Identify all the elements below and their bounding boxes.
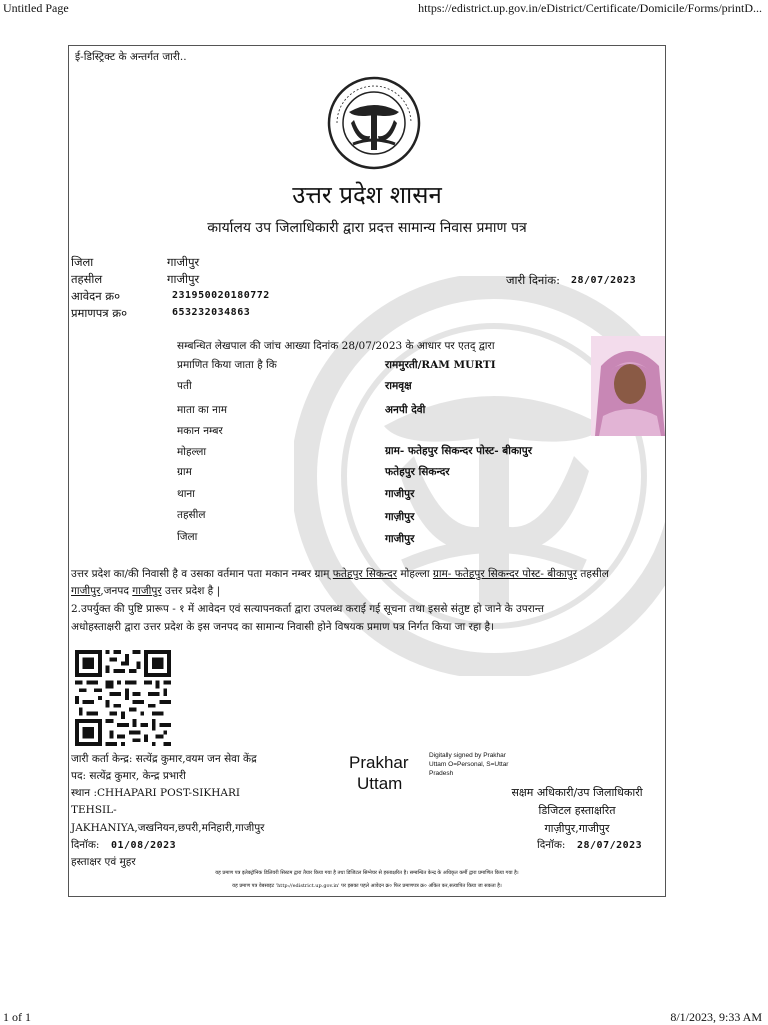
district-label: जिला	[71, 255, 94, 269]
authority-title: सक्षम अधिकारी/उप जिलाधिकारी	[511, 786, 643, 799]
detail-label-5: ग्राम	[177, 466, 192, 478]
detail-label-2: माता का नाम	[177, 404, 227, 416]
issuer-date-label: दिनॉक:	[71, 839, 100, 851]
certificate-no-label: प्रमाणपत्र क्र०	[71, 306, 128, 320]
detail-label-1: पती	[177, 380, 192, 392]
issue-date-value: 28/07/2023	[571, 275, 637, 286]
up-government-emblem-icon	[327, 76, 421, 170]
footer-note-line-2: यह प्रमाण पत्र वेबसाइट 'http://edistrict.up.gov.in' पर इसका पहले आवेदन क्र० फिर प्रमाणपत्र क्र० अंकित कर,सत्यापित किया जा सकता है।	[232, 883, 502, 889]
detail-value-2: अनपी देवी	[385, 404, 426, 416]
footer-note-line-1: यह प्रमाण पत्र इलेक्ट्रॉनिक डिलिवरी सिस्टम द्वारा तैयार किया गया है तथा डिजिटल सिग्नेचर से हस्ताक्षरित है। सम्बन्धित केन्द्र के अधिकृत कर्मी द्वारा प्रमाणित किया गया है।	[215, 870, 519, 876]
detail-label-3: मकान नम्बर	[177, 425, 223, 437]
authority-date-value: 28/07/2023	[577, 840, 643, 851]
page-url: https://edistrict.up.gov.in/eDistrict/Certificate/Domicile/Forms/printD...	[418, 1, 762, 15]
print-datetime: 8/1/2023, 9:33 AM	[670, 1010, 762, 1024]
certificate-title: उत्तर प्रदेश शासन	[292, 181, 442, 209]
authority-sign: डिजिटल हस्ताक्षरित	[538, 804, 616, 817]
issuer-place-line-2: TEHSIL-	[71, 804, 117, 816]
issuer-date-value: 01/08/2023	[111, 840, 177, 851]
digital-signature-details: Digitally signed by Prakhar Uttam O=Personal, S=Uttar Pradesh	[429, 752, 509, 777]
issuer-post: पद: सत्येंद्र कुमार, केन्द्र प्रभारी	[71, 770, 186, 782]
issue-date-label: जारी दिनांक:	[506, 273, 561, 287]
detail-label-0: प्रमाणित किया जाता है कि	[177, 359, 277, 371]
confirmation-line-1: 2.उपर्युक्त की पुष्टि प्रारूप - १ में आवेदन एवं सत्यापनकर्ता द्वारा उपलब्ध कराई गई सूचना तथा इससे संतुष्ट हो जाने के उपरान्त	[71, 603, 544, 615]
page-title: Untitled Page	[3, 1, 69, 15]
detail-label-4: मोहल्ला	[177, 446, 207, 458]
digital-signature-name: Prakhar Uttam	[349, 753, 409, 793]
sign-seal-label: हस्ताक्षर एवं मुहर	[71, 856, 136, 868]
authority-date-label: दिनॉक:	[537, 839, 566, 851]
tehsil-label: तहसील	[71, 272, 103, 286]
detail-value-6: गाजीपुर	[385, 488, 415, 500]
detail-value-0: राममुरती/RAM MURTI	[385, 359, 496, 371]
certificate-subtitle: कार्यालय उप जिलाधिकारी द्वारा प्रदत्त सामान्य निवास प्रमाण पत्र	[207, 220, 527, 236]
authority-place: गाज़ीपुर,गाजीपुर	[544, 822, 610, 835]
domicile-certificate	[68, 45, 666, 897]
issuer-center: जारी कर्ता केन्द्र: सत्येंद्र कुमार,वयम जन सेवा केंद्र	[71, 753, 257, 765]
certificate-no-value: 653232034863	[172, 307, 251, 318]
issuer-place-line-3: JAKHANIYA,जखनियन,छपरी,मनिहारी,गाजीपुर	[71, 822, 265, 834]
applicant-photo	[591, 336, 666, 436]
detail-value-1: रामवृक्ष	[385, 380, 412, 392]
detail-value-4: ग्राम- फतेहपुर सिकन्दर पोस्ट- बीकापुर	[385, 445, 532, 457]
confirmation-line-2: अधोहस्ताक्षरी द्वारा उत्तर प्रदेश के इस जनपद का सामान्य निवासी होने विषयक प्रमाण पत्र निर्गत किया जा रहा है।	[71, 621, 495, 633]
detail-label-6: थाना	[177, 488, 195, 500]
application-no-label: आवेदन क्र०	[71, 289, 121, 303]
detail-label-8: जिला	[177, 531, 198, 543]
tehsil-value: गाजीपुर	[167, 272, 200, 286]
address-paragraph: उत्तर प्रदेश का/की निवासी है व उसका वर्तमान पता मकान नम्बर ग्राम् फतेहपुर सिकन्दर मोहल्ला ग्राम- फतेहपुर सिकन्दर पोस्ट- बीकापुर तहसील गाजीपुर,जनपद गाजीपुर उत्तर प्रदेश है |	[71, 568, 609, 597]
application-no-value: 231950020180772	[172, 290, 270, 301]
qr-code-icon	[75, 649, 171, 747]
issuer-place-line-1: स्थान :CHHAPARI POST-SIKHARI	[71, 787, 241, 799]
detail-value-8: गाजीपुर	[385, 533, 415, 545]
top-note: ई-डिस्ट्रिक्ट के अन्तर्गत जारी..	[75, 51, 187, 63]
detail-value-7: गाज़ीपुर	[385, 511, 415, 523]
page-count: 1 of 1	[3, 1010, 31, 1024]
district-value: गाजीपुर	[167, 255, 200, 269]
detail-value-5: फतेहपुर सिकन्दर	[385, 466, 450, 478]
detail-label-7: तहसील	[177, 509, 206, 521]
verification-text: सम्बन्धित लेखपाल की जांच आख्या दिनांक 28/07/2023 के आधार पर एतद् द्वारा	[177, 340, 495, 352]
